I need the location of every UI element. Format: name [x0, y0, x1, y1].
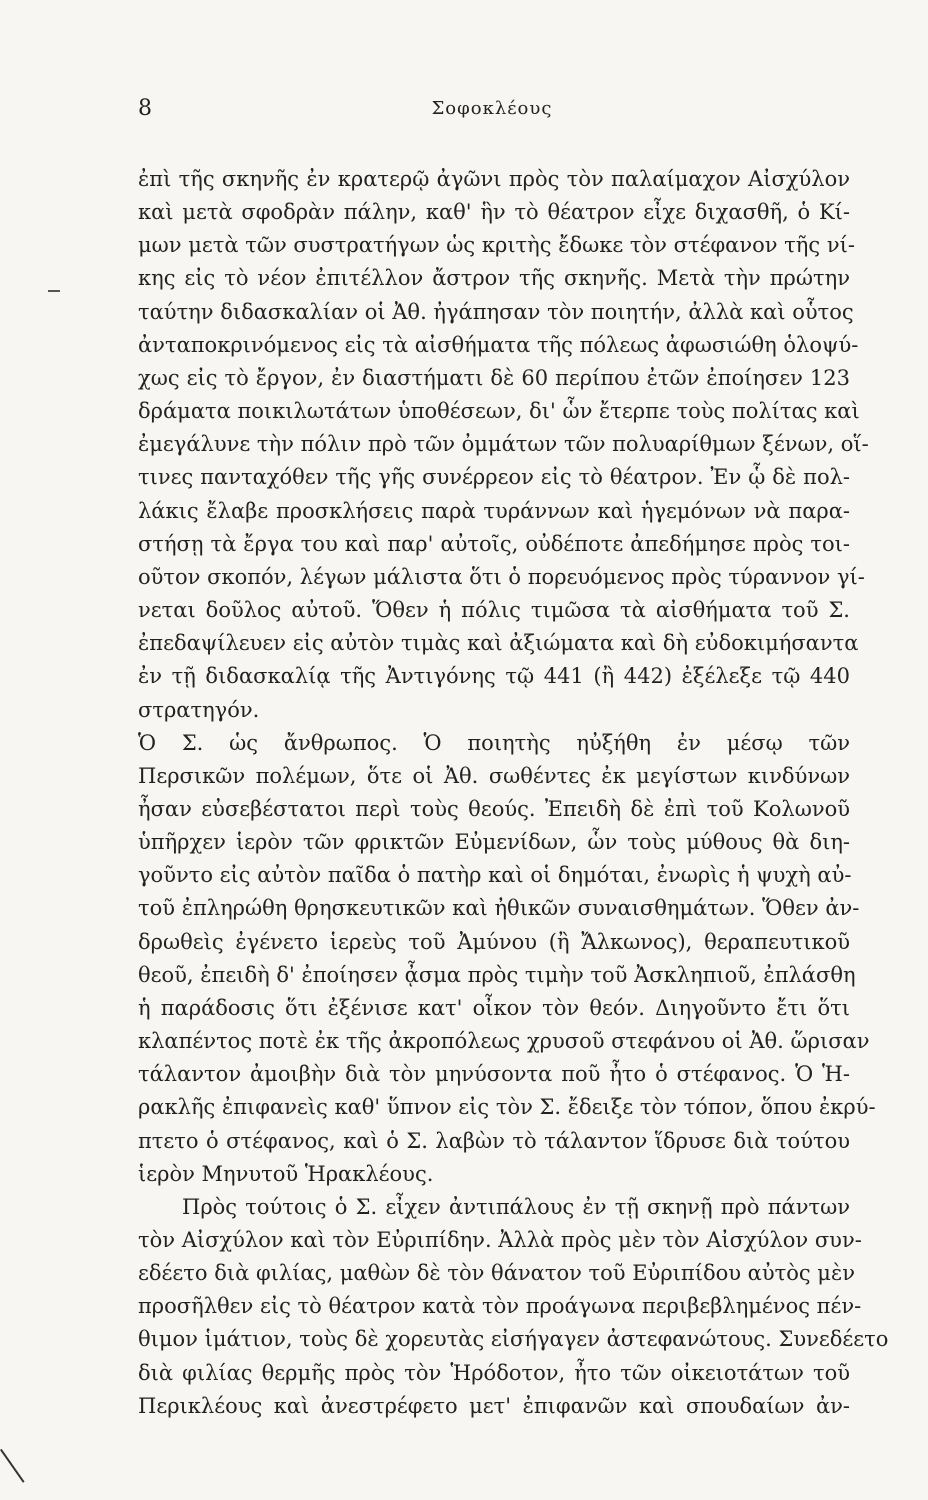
text-line: στρατηγόν. — [138, 697, 260, 722]
text-line: Περικλέους καὶ ἀνεστρέφετο μετ' ἐπιφανῶν καὶ σπουδαίων ἀν- — [138, 1393, 850, 1418]
page-header — [138, 96, 846, 136]
margin-mark — [48, 290, 60, 292]
text-line: νεται δοῦλος αὐτοῦ. Ὅθεν ἡ πόλις τιμῶσα τὰ αἰσθήματα τοῦ Σ. — [138, 598, 850, 623]
text-line: ἱερὸν Μηνυτοῦ Ἡρακλέους. — [138, 1161, 434, 1186]
edge-scan-mark — [0, 1449, 25, 1483]
text-line: ἀνταποκρινόμενος εἰς τὰ αἰσθήματα τῆς πόλεως ἀφωσιώθη ὁλοψύ- — [138, 332, 859, 357]
text-line: μων μετὰ τῶν συστρατήγων ὡς κριτὴς ἔδωκε τὸν στέφανον τῆς νί- — [138, 233, 855, 258]
text-line: θεοῦ, ἐπειδὴ δ' ἐποίησεν ᾆσμα πρὸς τιμὴν τοῦ Ἀσκληπιοῦ, ἐπλάσθη — [138, 962, 856, 987]
text-line: λάκις ἔλαβε προσκλήσεις παρὰ τυράννων καὶ ἡγεμόνων νὰ παρα- — [138, 498, 850, 523]
text-line: Περσικῶν πολέμων, ὅτε οἱ Ἀθ. σωθέντες ἐκ μεγίστων κινδύνων — [138, 763, 850, 788]
text-line: Πρὸς τούτοις ὁ Σ. εἶχεν ἀντιπάλους ἐν τῇ σκηνῇ πρὸ πάντων — [182, 1194, 850, 1219]
text-line: πτετο ὁ στέφανος, καὶ ὁ Σ. λαβὼν τὸ τάλαντον ἵδρυσε διὰ τούτου — [138, 1128, 850, 1153]
section-heading-line: Ὁ Σ. ὡς ἄνθρωπος. Ὁ ποιητὴς ηὐξήθη ἐν μέσῳ τῶν — [138, 730, 850, 755]
text-line: ἐπεδαψίλευεν εἰς αὐτὸν τιμὰς καὶ ἀξιώματα καὶ δὴ εὐδοκιμήσαντα — [138, 631, 859, 656]
text-line: ἐν τῇ διδασκαλίᾳ τῆς Ἀντιγόνης τῷ 441 (ἢ 442) ἐξέλεξε τῷ 440 — [138, 664, 850, 689]
text-line: κης εἰς τὸ νέον ἐπιτέλλον ἄστρον τῆς σκηνῆς. Μετὰ τὴν πρώτην — [138, 266, 850, 291]
text-line: τοῦ ἐπληρώθη θρησκευτικῶν καὶ ἠθικῶν συναισθημάτων. Ὅθεν ἀν- — [138, 896, 860, 921]
page-number: 8 — [138, 96, 152, 121]
text-line: γοῦντο εἰς αὐτὸν παῖδα ὁ πατὴρ καὶ οἱ δημόται, ἐνωρὶς ἡ ψυχὴ αὐ- — [138, 863, 852, 888]
text-line: τάλαντον ἀμοιβὴν διὰ τὸν μηνύσοντα ποῦ ἦτο ὁ στέφανος. Ὁ Ἡ- — [138, 1062, 850, 1087]
text-line: χως εἰς τὸ ἔργον, ἐν διαστήματι δὲ 60 περίπου ἐτῶν ἐποίησεν 123 — [138, 365, 850, 390]
text-line: ταύτην διδασκαλίαν οἱ Ἀθ. ἠγάπησαν τὸν ποιητήν, ἀλλὰ καὶ οὗτος — [138, 299, 854, 324]
text-line: τινες πανταχόθεν τῆς γῆς συνέρρεον εἰς τὸ θέατρον. Ἐν ᾧ δὲ πολ- — [138, 465, 850, 490]
text-line: ἦσαν εὐσεβέστατοι περὶ τοὺς θεούς. Ἐπειδὴ δὲ ἐπὶ τοῦ Κολωνοῦ — [138, 796, 850, 821]
text-line: ἡ παράδοσις ὅτι ἐξένισε κατ' οἶκον τὸν θεόν. Διηγοῦντο ἔτι ὅτι — [138, 995, 850, 1020]
text-line: στήσῃ τὰ ἔργα του καὶ παρ' αὐτοῖς, οὐδέποτε ἀπεδήμησε πρὸς τοι- — [138, 531, 850, 556]
text-line: δράματα ποικιλωτάτων ὑποθέσεων, δι' ὧν ἔτερπε τοὺς πολίτας καὶ — [138, 399, 860, 424]
text-line: ἐπὶ τῆς σκηνῆς ἐν κρατερῷ ἀγῶνι πρὸς τὸν παλαίμαχον Αἰσχύλον — [138, 167, 850, 191]
body-text — [138, 163, 889, 1423]
text-line: εδέετο διὰ φιλίας, μαθὼν δὲ τὸν θάνατον τοῦ Εὐριπίδου αὐτὸς μὲν — [138, 1261, 855, 1286]
text-line: ὑπῆρχεν ἱερὸν τῶν φρικτῶν Εὐμενίδων, ὧν τοὺς μύθους θὰ διη- — [138, 830, 850, 855]
text-line: καὶ μετὰ σφοδρὰν πάλην, καθ' ἣν τὸ θέατρον εἶχε διχασθῆ, ὁ Κί- — [138, 200, 850, 225]
text-line: διὰ φιλίας θερμῆς πρὸς τὸν Ἡρόδοτον, ἦτο τῶν οἰκειοτάτων τοῦ — [138, 1360, 850, 1385]
text-line: ρακλῆς ἐπιφανεὶς καθ' ὕπνον εἰς τὸν Σ. ἔδειξε τὸν τόπον, ὅπου ἐκρύ- — [138, 1095, 876, 1120]
running-title: Σοφοκλέους — [431, 98, 553, 119]
text-line: δρωθεὶς ἐγένετο ἱερεὺς τοῦ Ἀμύνου (ἢ Ἄλκωνος), θεραπευτικοῦ — [138, 929, 850, 954]
text-line: κλαπέντος ποτὲ ἐκ τῆς ἀκροπόλεως χρυσοῦ στεφάνου οἱ Ἀθ. ὥρισαν — [138, 1029, 870, 1054]
text-line: θιμον ἱμάτιον, τοὺς δὲ χορευτὰς εἰσήγαγεν ἀστεφανώτους. Συνεδέετο — [138, 1327, 889, 1352]
text-line: οῦτον σκοπόν, λέγων μάλιστα ὅτι ὁ πορευόμενος πρὸς τύραννον γί- — [138, 564, 865, 589]
text-line: προσῆλθεν εἰς τὸ θέατρον κατὰ τὸν προάγωνα περιβεβλημένος πέν- — [138, 1294, 862, 1319]
text-line: ἐμεγάλυνε τὴν πόλιν πρὸ τῶν ὀμμάτων τῶν πολυαρίθμων ξένων, οἵ- — [138, 432, 869, 457]
text-line: τὸν Αἰσχύλον καὶ τὸν Εὐριπίδην. Ἀλλὰ πρὸς μὲν τὸν Αἰσχύλον συν- — [138, 1228, 862, 1252]
